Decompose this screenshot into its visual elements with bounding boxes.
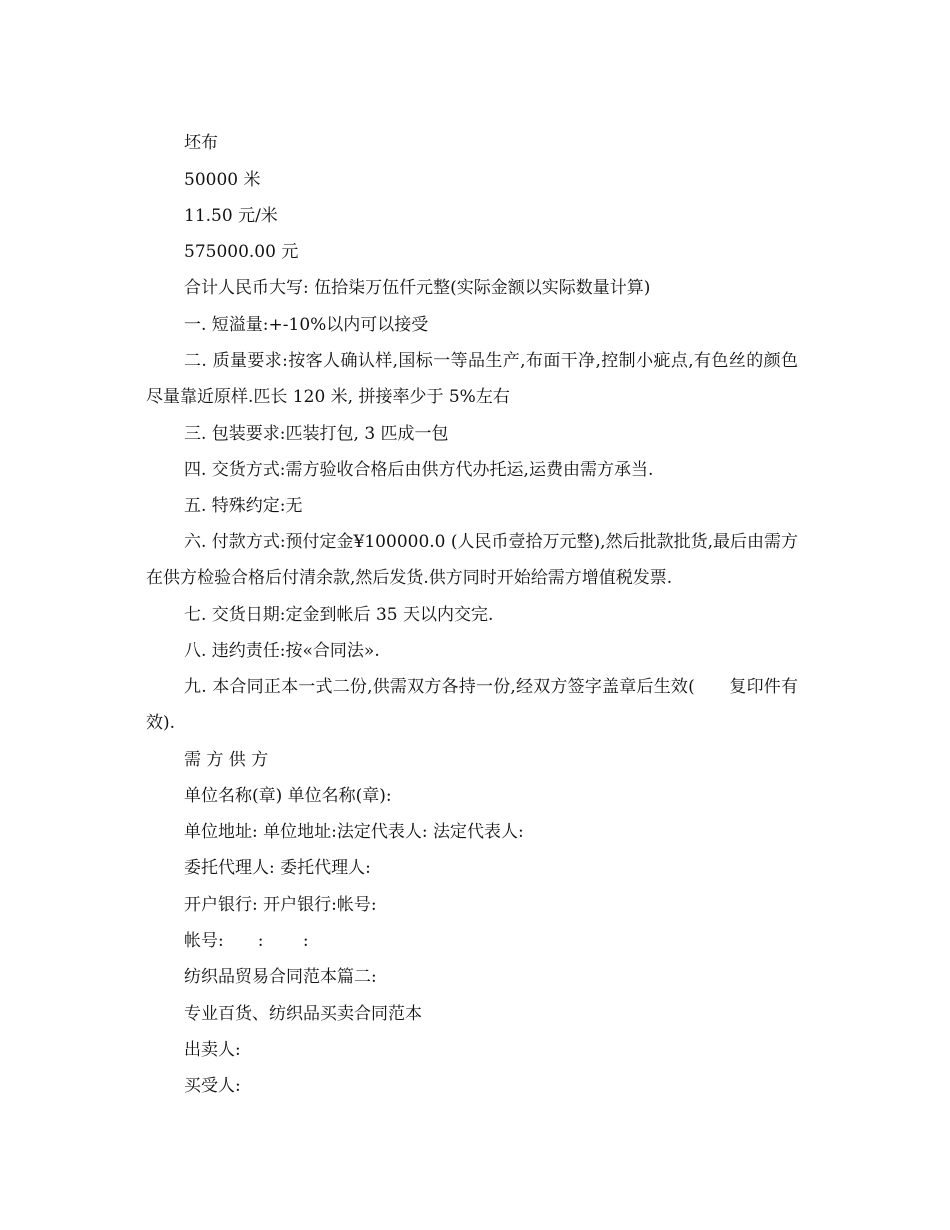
clause-2: 二. 质量要求:按客人确认样,国标一等品生产,布面干净,控制小疵点,有色丝的颜色尽量靠近原样.匹长 120 米, 拼接率少于 5%左右 (146, 351, 798, 407)
clause-5: 五. 特殊约定:无 (184, 496, 303, 516)
clause-4: 四. 交货方式:需方验收合格后由供方代办托运,运费由需方承当. (184, 460, 654, 480)
party-address: 单位地址: 单位地址:法定代表人: 法定代表人: (184, 822, 524, 842)
item-unit-price: 11.50 元/米 (184, 206, 278, 226)
section-heading-part-two: 纺织品贸易合同范本篇二: (184, 967, 377, 987)
item-amount: 575000.00 元 (184, 242, 299, 262)
buyer-label: 买受人: (184, 1076, 241, 1096)
clause-1: 一. 短溢量:+-10%以内可以接受 (184, 315, 429, 335)
clause-8: 八. 违约责任:按«合同法». (184, 641, 380, 661)
seller-label: 出卖人: (184, 1040, 241, 1060)
party-company-name: 单位名称(章) 单位名称(章): (184, 786, 392, 806)
party-bank: 开户银行: 开户银行:帐号: (184, 895, 377, 915)
clause-7: 七. 交货日期:定金到帐后 35 天以内交完. (184, 605, 494, 625)
clause-3: 三. 包装要求:匹装打包, 3 匹成一包 (184, 424, 449, 444)
total-in-words: 合计人民币大写: 伍拾柒万伍仟元整(实际金额以实际数量计算) (184, 278, 651, 298)
item-quantity: 50000 米 (184, 170, 261, 190)
clause-9: 九. 本合同正本一式二份,供需双方各持一份,经双方签字盖章后生效( 复印件有效). (146, 677, 798, 733)
contract-title: 专业百货、纺织品买卖合同范本 (184, 1004, 422, 1024)
clause-6: 六. 付款方式:预付定金¥100000.0 (人民币壹拾万元整),然后批款批货,最后由需方在供方检验合格后付清余款,然后发货.供方同时开始给需方增值税发票. (146, 532, 798, 588)
party-agent: 委托代理人: 委托代理人: (184, 858, 371, 878)
item-name: 坯布 (184, 133, 218, 153)
party-headers: 需 方 供 方 (184, 750, 269, 770)
party-account: 帐号: : : (184, 931, 309, 951)
